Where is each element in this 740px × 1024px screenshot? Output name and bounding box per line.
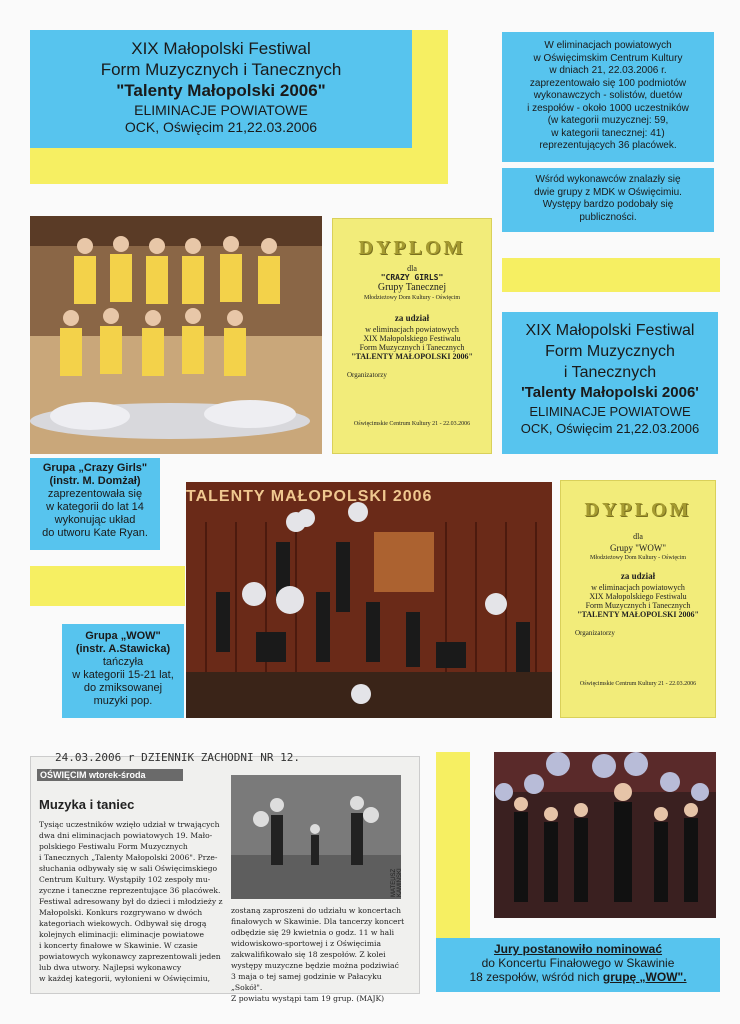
diploma-wow (560, 480, 716, 718)
caption-line: zaprezentowała się (47, 488, 143, 500)
diploma-participation: za udział (394, 313, 430, 323)
article-line: kategoriach wiekowych. Odbywał się drogą (39, 919, 207, 928)
article-line: widowiskowo-sportowej i z Oświęcimia (231, 939, 381, 948)
diploma-for: dla (407, 264, 417, 273)
article-column-2 (231, 905, 415, 1004)
caption-group: Grupa „Crazy Girls" (42, 462, 148, 474)
diploma-eliminations: w eliminacjach powiatowych (365, 325, 459, 334)
jury-group-wow: grupę „WOW". (602, 970, 687, 984)
stage-banner: TALENTY MAŁOPOLSKI 2006 (186, 488, 433, 505)
diploma-organizers: Organizatorzy (347, 371, 387, 379)
wow-dancers-drawing (494, 752, 716, 918)
diploma-fest2: Form Muzycznych i Tanecznych (585, 601, 691, 610)
article-line: zyczne i taneczne reprezentujące 36 placówek. (39, 886, 221, 895)
newspaper-clipping (30, 751, 420, 1003)
diploma-fest3: "TALENTY MAŁOPOLSKI 2006" (351, 352, 473, 361)
jury-line3 (436, 970, 720, 984)
crazy-girls-caption (30, 458, 160, 550)
diploma-group: Grupy Tanecznej (377, 282, 447, 293)
caption-line: tańczyła (102, 656, 144, 668)
article-line: słuchania odbywały się w sali Oświęcimskiego (39, 864, 218, 873)
diploma-title: DYPLOM (584, 499, 692, 521)
caption-instructor: (instr. A.Stawicka) (75, 643, 171, 655)
festival-title-line2: Form Muzycznych i Tanecznych (100, 60, 342, 79)
diploma-eliminations: w eliminacjach powiatowych (591, 583, 685, 592)
summary-line: (w kategorii muzycznej: 59, (547, 115, 669, 126)
caption-group: Grupa „WOW" (85, 630, 161, 642)
crazy-girls-photo (30, 216, 322, 454)
newspaper-photo-drawing (231, 775, 401, 899)
diploma-title: DYPLOM (358, 237, 466, 259)
photo-credit: MATEUSZ KAMIŃSKI (391, 868, 403, 897)
article-line: Małopolski. Konkurs rozgrywano w dwóch (39, 908, 203, 917)
article-line: w każdej kategorii, wyłonieni w Oświęcimiu, (39, 974, 211, 983)
article-line: Tysiąc uczestników wzięło udział w trwających (39, 820, 220, 829)
right-title-line3: i Tanecznych (563, 364, 657, 381)
yellow-strip-bottom (436, 752, 470, 938)
diploma-footer: Oświęcimskie Centrum Kultury 21 - 22.03.2006 (353, 421, 471, 427)
right-title-line1: XIX Małopolski Festiwal (525, 322, 695, 339)
wow-caption (62, 624, 184, 718)
caption-line: do utworu Kate Ryan. (42, 527, 148, 539)
article-line: Centrum Kultury. Wystąpiły 102 zespoły mu- (39, 875, 211, 884)
jury-line2: do Koncertu Finałowego w Skawinie (481, 956, 675, 970)
caption-line: wykonując układ (54, 514, 136, 526)
summary-line: zaprezentowało się 100 podmiotów (529, 77, 687, 89)
yellow-strip-right (502, 258, 720, 292)
summary-box (502, 32, 714, 162)
handwritten-note: 24.03.2006 r DZIENNIK ZACHODNI NR 12. (55, 751, 301, 764)
summary-line: W eliminacjach powiatowych (544, 40, 672, 51)
article-line: Festiwal adresowany był do dzieci i młodzieży z (39, 897, 223, 906)
right-title-line4: 'Talenty Małopolski 2006' (521, 384, 699, 401)
article-column-1 (39, 819, 227, 984)
jury-line1: Jury postanowiło nominować (493, 942, 663, 956)
diploma-for: dla (633, 532, 643, 541)
summary-line: w Oświęcimskim Centrum Kultury (533, 52, 683, 64)
wow-stage-photo (186, 482, 552, 718)
diploma-fest1: XIX Małopolskiego Festiwalu (589, 592, 687, 601)
headline: Muzyka i taniec (39, 797, 135, 812)
diploma-participation: za udział (620, 571, 656, 581)
caption-instructor: (instr. M. Domżał) (49, 475, 141, 487)
article-line: odbędzie się 29 kwietnia o godz. 11 w hali (231, 928, 395, 937)
jury-box (436, 938, 720, 992)
diploma-organizers: Organizatorzy (575, 629, 615, 637)
diploma-fest3: "TALENTY MAŁOPOLSKI 2006" (577, 610, 699, 619)
note-box (502, 168, 714, 232)
caption-line: muzyki pop. (93, 695, 153, 707)
festival-title-line4: ELIMINACJE POWIATOWE (134, 102, 308, 118)
note-line: Wśród wykonawców znalazły się (535, 174, 681, 185)
caption-line: do zmiksowanej (83, 682, 163, 694)
right-title-line6: OCK, Oświęcim 21,22.03.2006 (520, 421, 700, 436)
note-line: dwie grupy z MDK w Oświęcimiu. (534, 186, 682, 198)
article-line: kolejnych eliminacji: eliminacje powiatowe (39, 930, 205, 939)
yellow-strip-mid-left (30, 566, 185, 606)
summary-line: w dniach 21, 22.03.2006 r. (549, 65, 667, 76)
right-title-line5: ELIMINACJE POWIATOWE (529, 404, 691, 419)
diploma-institution: Młodzieżowy Dom Kultury - Oświęcim (590, 555, 686, 561)
festival-title-line3: "Talenty Małopolski 2006" (116, 81, 326, 100)
wow-dancers-photo (494, 752, 716, 918)
festival-title-box (30, 30, 412, 148)
article-line: zostaną zaproszeni do udziału w koncertach (231, 906, 401, 915)
jury-line3-text: 18 zespołów, wśród nich (469, 970, 603, 984)
diploma-crazy-girls (332, 218, 492, 454)
right-title-line2: Form Muzycznych (545, 343, 675, 360)
diploma-fest2: Form Muzycznych i Tanecznych (359, 343, 465, 352)
article-line: dwa dni eliminacjach powiatowych 19. Mało- (39, 831, 213, 840)
section-label: OŚWIĘCIM wtorek-środa (37, 769, 183, 781)
article-line: i koncerty finałowe w Skawinie. W czasie (39, 941, 198, 950)
article-line: powiatowych wykonawcy zaprezentowali jeden (39, 952, 221, 961)
diploma-institution: Młodzieżowy Dom Kultury - Oświęcim (364, 295, 460, 301)
article-line: 3 maja o tej samej godzinie w Pałacyku „Sokół". (231, 972, 382, 992)
note-line: Występy bardzo podobały się (542, 199, 674, 210)
article-line: zakwalifikowało się 18 zespołów. Z kolei (231, 950, 386, 959)
summary-line: w kategorii tanecznej: 41) (551, 127, 665, 139)
article-line: występy muzyczne będzie można podziwiać (231, 961, 399, 970)
article-line: finałowych w Skawinie. Dla tancerzy koncert (231, 917, 405, 926)
article-line: i Tanecznych „Talenty Małopolski 2006". Prze- (39, 853, 218, 862)
summary-line: i zespołów - około 1000 uczestników (527, 102, 689, 114)
note-line: publiczności. (579, 211, 637, 223)
festival-title-line1: XIX Małopolski Festiwal (131, 39, 311, 58)
caption-line: w kategorii do lat 14 (46, 501, 144, 513)
diploma-group-name: "CRAZY GIRLS" (380, 273, 444, 282)
article-line: lub dwa utwory. Najlepsi wykonawcy (39, 963, 182, 972)
festival-title-line5: OCK, Oświęcim 21,22.03.2006 (124, 119, 318, 135)
article-line: polskiego Festiwalu Form Muzycznych (39, 842, 188, 851)
summary-line: reprezentujących 36 placówek. (539, 140, 677, 151)
crazy-girls-photo-drawing (30, 216, 322, 454)
wow-stage-drawing (186, 482, 552, 718)
festival-title-box-right (502, 312, 718, 454)
newspaper-photo (231, 775, 401, 899)
diploma-group: Grupy "WOW" (609, 543, 667, 553)
summary-line: wykonawczych - solistów, duetów (533, 90, 683, 101)
diploma-footer: Oświęcimskie Centrum Kultury 21 - 22.03.2006 (579, 681, 697, 687)
diploma-fest1: XIX Małopolskiego Festiwalu (363, 334, 461, 343)
caption-line: w kategorii 15-21 lat, (72, 669, 174, 681)
article-line: Z powiatu wystąpi tam 19 grup. (MAJK) (231, 994, 385, 1003)
